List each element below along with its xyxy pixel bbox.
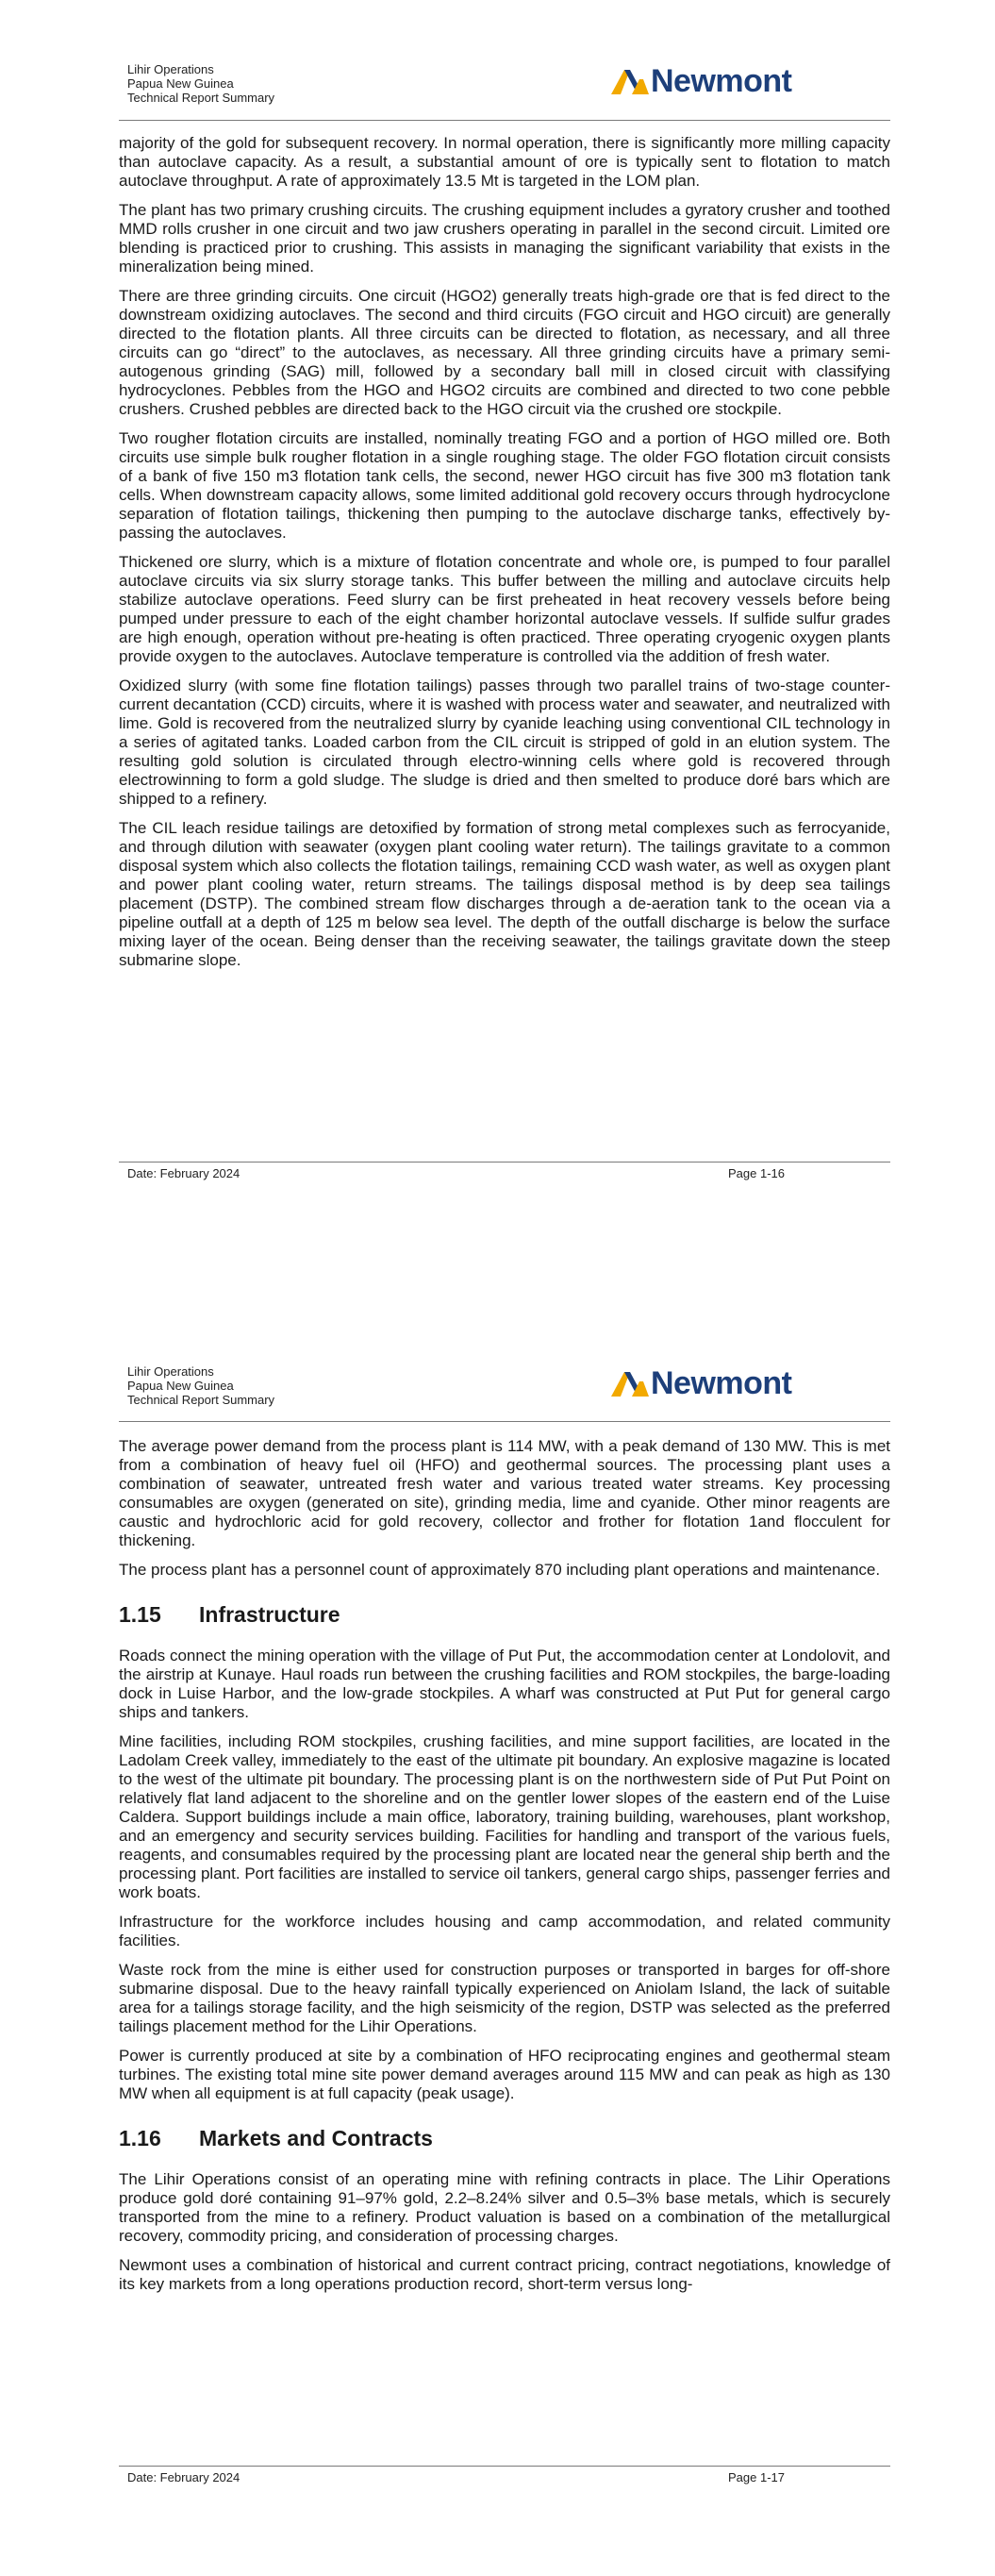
paragraph: Power is currently produced at site by a combination of HFO reciprocating engines and geothermal steam turbines. The existing total mine site power demand averages around 115 MW and can peak as high as 130 MW when all equipment is at full capacity (peak usage).: [119, 2047, 890, 2102]
footer-divider: [119, 2466, 890, 2467]
page-body: [119, 1437, 890, 2304]
header-company: Lihir Operations: [127, 1364, 214, 1379]
paragraph: Two rougher flotation circuits are installed, nominally treating FGO and a portion of HGO milled ore. Both circuits use simple bulk rougher flotation in a single roughing stage. The older FGO flotation circuit consists of a bank of five 150 m3 flotation tank cells, the second, newer HGO circuit has five 300 m3 flotation tank cells. When downstream capacity allows, some limited additional gold recovery occurs through hydrocyclone separation of flotation tailings, thickening then pumping to the autoclave discharge tanks, effectively by-passing the autoclaves.: [119, 429, 890, 542]
footer-date: Date: February 2024: [127, 2470, 240, 2484]
header-divider: [119, 1421, 890, 1422]
header-company: Lihir Operations: [127, 62, 214, 76]
paragraph: The process plant has a personnel count of approximately 870 including plant operations and maintenance.: [119, 1561, 881, 1579]
footer-page-number: Page 1-17: [728, 2470, 785, 2484]
footer-page-number: Page 1-16: [728, 1166, 785, 1180]
logo-wordmark: Newmont: [651, 63, 792, 99]
paragraph: majority of the gold for subsequent recovery. In normal operation, there is significantly more milling capacity than autoclave capacity. As a result, a substantial amount of ore is typically sent to flotation to match autoclave throughput. A rate of approximately 13.5 Mt is targeted in the LOM plan.: [119, 134, 890, 190]
paragraph: Thickened ore slurry, which is a mixture of flotation concentrate and whole ore, is pumped to four parallel autoclave circuits via six slurry storage tanks. This buffer between the milling and autoclave circuits help stabilize autoclave operations. Feed slurry can be first preheated in heat recovery vessels before being pumped under pressure to each of the eight chamber horizontal autoclave vessels. If sulfide sulfur grades are high enough, operation without pre-heating is often practiced. Three operating cryogenic oxygen plants provide oxygen to the autoclaves. Autoclave temperature is controlled via the addition of fresh water.: [119, 553, 890, 665]
section-number: 1.15: [119, 1602, 161, 1627]
paragraph: Newmont uses a combination of historical and current contract pricing, contract negotiations, knowledge of its key markets from a long operations production record, short-term versus long-: [119, 2256, 890, 2293]
header-country: Papua New Guinea: [127, 76, 234, 91]
section-number: 1.16: [119, 2126, 161, 2150]
paragraph: The average power demand from the process plant is 114 MW, with a peak demand of 130 MW. This is met from a combination of heavy fuel oil (HFO) and geothermal sources. The processing plant uses a combination of seawater, untreated fresh water and various treated water streams. Key processing consumables are oxygen (generated on site), grinding media, lime and cyanide. Other minor reagents are caustic and hydrochloric acid for gold recovery, collector and frother for flotation 1and flocculent for thickening.: [119, 1437, 890, 1549]
footer-divider: [119, 1162, 890, 1163]
footer-date: Date: February 2024: [127, 1166, 240, 1180]
section-heading-markets-contracts: [119, 2126, 890, 2150]
paragraph: The CIL leach residue tailings are detoxified by formation of strong metal complexes such as ferrocyanide, and through dilution with seawater (oxygen plant cooling water return). The tailings gravitate to a common disposal system which also collects the flotation tailings, remaining CCD wash water, as well as oxygen plant and power plant cooling water, return streams. The tailings disposal method is by deep sea tailings placement (DSTP). The combined stream flow discharges through a de-aeration tank to the ocean via a pipeline outfall at a depth of 125 m below sea level. The depth of the outfall discharge is below the surface mixing layer of the ocean. Being denser than the receiving seawater, the tailings gravitate down the steep submarine slope.: [119, 819, 890, 969]
paragraph: Infrastructure for the workforce includes housing and camp accommodation, and related community facilities.: [119, 1913, 890, 1949]
section-title: Infrastructure: [199, 1602, 340, 1627]
header-report-title: Technical Report Summary: [127, 1393, 275, 1407]
page-body: [119, 134, 890, 980]
page-header: [127, 1364, 274, 1407]
page-1-17: [0, 1288, 995, 2576]
paragraph: Oxidized slurry (with some fine flotation tailings) passes through two parallel trains of two-stage counter-current decantation (CCD) circuits, where it is washed with process water and seawater, and neutralized with lime. Gold is recovered from the neutralized slurry by cyanide leaching using conventional CIL technology in a series of agitated tanks. Loaded carbon from the CIL circuit is stripped of gold in an elution system. The resulting gold solution is circulated through electro-winning cells where gold is recovered through electrowinning to form a gold sludge. The sludge is dried and then smelted to produce doré bars which are shipped to a refinery.: [119, 677, 890, 808]
logo-wordmark: Newmont: [651, 1365, 792, 1401]
paragraph: Waste rock from the mine is either used for construction purposes or transported in barges for off-shore submarine disposal. Due to the heavy rainfall typically experienced on Aniolam Island, the lack of suitable area for a tailings storage facility, and the high seismicity of the region, DSTP was selected as the preferred tailings placement method for the Lihir Operations.: [119, 1961, 890, 2035]
newmont-logo-mark-icon: [611, 1368, 651, 1400]
newmont-logo: [611, 63, 792, 99]
header-country: Papua New Guinea: [127, 1379, 234, 1393]
section-title: Markets and Contracts: [199, 2126, 433, 2150]
newmont-logo: [611, 1365, 792, 1401]
paragraph: Roads connect the mining operation with the village of Put Put, the accommodation center at Londolovit, and the airstrip at Kunaye. Haul roads run between the crushing facilities and ROM stockpiles, the barge-loading dock in Luise Harbor, and the low-grade stockpiles. A wharf was constructed at Put Put for general cargo ships and tankers.: [119, 1647, 890, 1721]
header-report-title: Technical Report Summary: [127, 91, 275, 105]
paragraph: Mine facilities, including ROM stockpiles, crushing facilities, and mine support facilities, are located in the Ladolam Creek valley, immediately to the east of the ultimate pit boundary. An explosive magazine is located to the west of the ultimate pit boundary. The processing plant is on the northwestern side of Put Put Point on relatively flat land adjacent to the shoreline and on the gentler lower slopes of the eastern end of the Luise Caldera. Support buildings include a main office, laboratory, training building, warehouses, plant workshop, and an emergency and security services building. Facilities for handling and transport of the various fuels, reagents, and consumables required by the processing plant are located near the general ship berth and the processing plant. Port facilities are installed to service oil tankers, general cargo ships, passenger ferries and work boats.: [119, 1732, 890, 1901]
paragraph: The Lihir Operations consist of an operating mine with refining contracts in place. The Lihir Operations produce gold doré containing 91–97% gold, 2.2–8.24% silver and 0.5–3% base metals, which is securely transported from the mine to a refinery. Product valuation is based on a combination of the metallurgical recovery, commodity pricing, and consideration of processing charges.: [119, 2170, 890, 2245]
paragraph: There are three grinding circuits. One circuit (HGO2) generally treats high-grade ore that is fed direct to the downstream oxidizing autoclaves. The second and third circuits (FGO circuit and HGO circuit) are generally directed to the flotation plants. All three circuits can be directed to flotation, as necessary, and all three circuits can go “direct” to the autoclaves, as necessary. All three grinding circuits have a primary semi-autogenous grinding (SAG) mill, followed by a secondary ball mill in closed circuit with classifying hydrocyclones. Pebbles from the HGO and HGO2 circuits are combined and directed to two cone pebble crushers. Crushed pebbles are directed back to the HGO circuit via the crushed ore stockpile.: [119, 287, 890, 418]
header-divider: [119, 120, 890, 121]
page-header: [127, 62, 274, 105]
section-heading-infrastructure: [119, 1602, 890, 1627]
paragraph: The plant has two primary crushing circuits. The crushing equipment includes a gyratory crusher and toothed MMD rolls crusher in one circuit and two jaw crushers operating in parallel in the second circuit. Limited ore blending is practiced prior to crushing. This assists in managing the significant variability that exists in the mineralization being mined.: [119, 201, 890, 276]
newmont-logo-mark-icon: [611, 66, 651, 98]
